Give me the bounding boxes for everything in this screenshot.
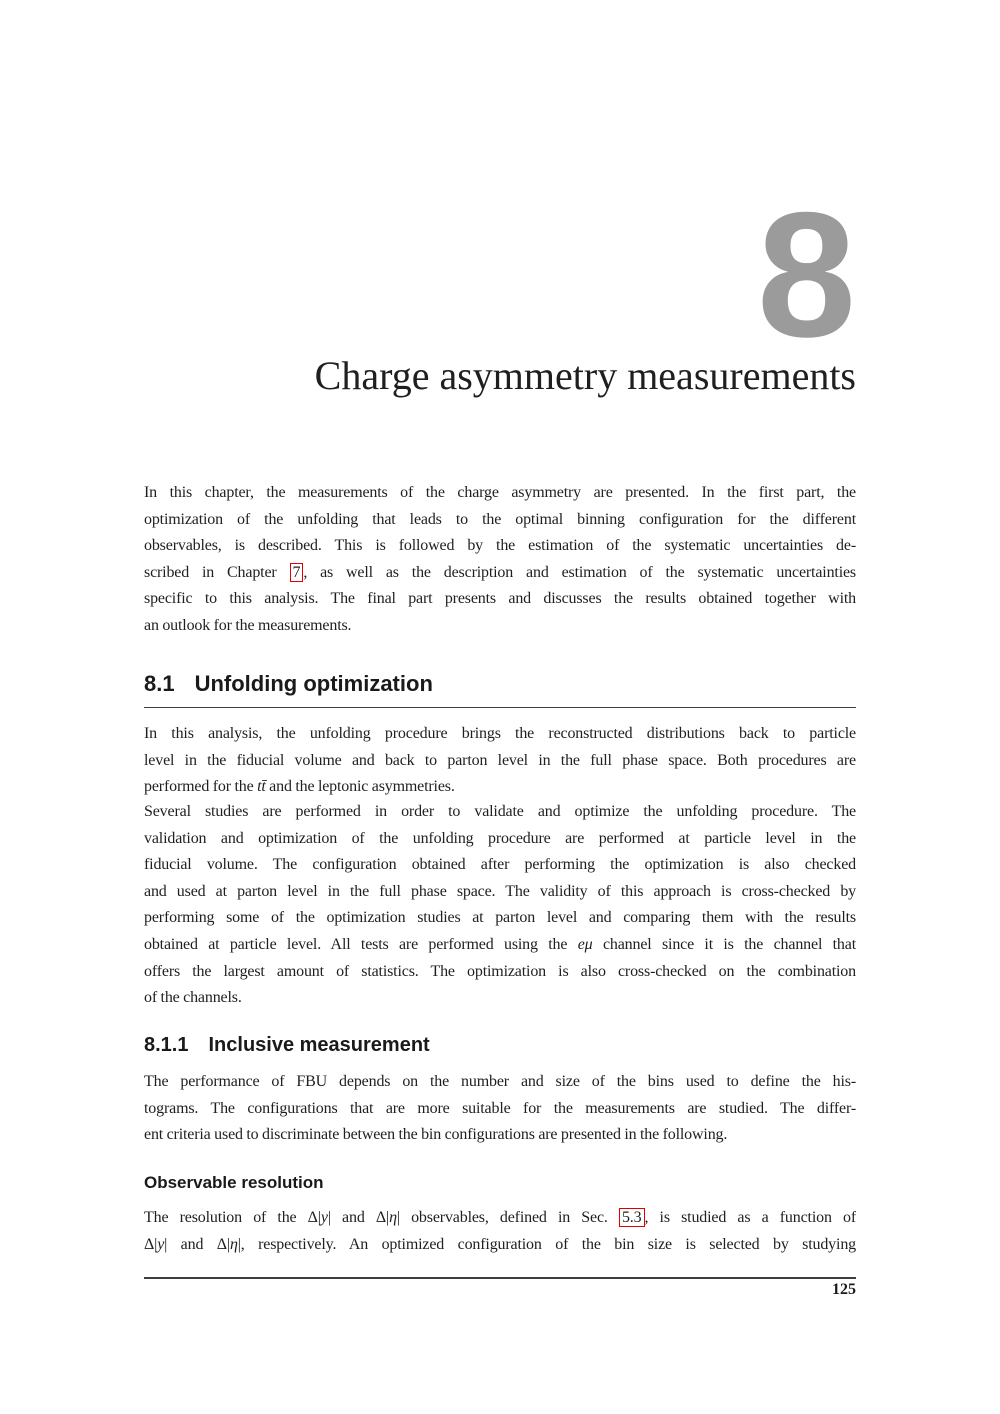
text-segment: offers the largest amount of statistics. The optimization is also cross-checked on the combination (144, 962, 856, 980)
paragraph-unfolding-2 (144, 799, 856, 1012)
text-segment: of the channels. (144, 989, 242, 1007)
text-segment: observables, is described. This is followed by the estimation of the systematic uncertainties de- (144, 537, 856, 555)
text-segment: Several studies are performed in order to validate and optimize the unfolding procedure. The (144, 803, 856, 820)
text-line (144, 721, 856, 748)
paragraph-observable-resolution (144, 1205, 856, 1258)
text-segment: Δ| (144, 1235, 158, 1253)
text-segment: optimization of the unfolding that leads to the optimal binning configuration for the different (144, 510, 856, 528)
text-segment: level in the fiducial volume and back to parton level in the full phase space. Both procedures are (144, 751, 856, 769)
chapter-title: Charge asymmetry measurements (314, 353, 856, 398)
text-segment: | and Δ| (327, 1209, 390, 1226)
text-segment: The resolution of the Δ| (144, 1209, 321, 1226)
paragraph-chapter-intro (144, 480, 856, 640)
text-line (144, 613, 856, 640)
subsection-number: 8.1.1 (144, 1034, 189, 1056)
text-line (144, 748, 856, 775)
text-line (144, 560, 856, 587)
text-line (144, 826, 856, 853)
text-segment: eμ (577, 935, 593, 953)
text-segment: fiducial volume. The configuration obtained after performing the optimization is also checked (144, 856, 856, 874)
text-line (144, 507, 856, 534)
text-segment: performed for the (144, 778, 258, 796)
text-line (144, 1205, 856, 1232)
text-line (144, 799, 856, 826)
text-segment: channel since it is the channel that (592, 935, 856, 953)
text-line (144, 774, 856, 801)
text-line (144, 932, 856, 959)
text-segment: , is studied as a function of (644, 1209, 856, 1226)
paragraph-inclusive (144, 1069, 856, 1149)
text-segment: and used at parton level in the full phase space. The validity of this approach is cross-checked by (144, 882, 856, 900)
text-line (144, 985, 856, 1012)
text-line (144, 1069, 856, 1096)
text-segment: , as well as the description and estimation of the systematic uncertainties (303, 563, 856, 581)
text-segment: obtained at particle level. All tests are performed using the (144, 935, 578, 953)
text-segment: η (389, 1209, 397, 1226)
text-line (144, 1232, 856, 1259)
text-line (144, 905, 856, 932)
section-number: 8.1 (144, 671, 175, 696)
text-line (144, 533, 856, 560)
subsection-title: Inclusive measurement (208, 1034, 430, 1056)
text-line (144, 959, 856, 986)
text-segment: ent criteria used to discriminate between the bin configurations are presented in the following. (144, 1126, 728, 1144)
paragraph-heading-title: Observable resolution (144, 1173, 324, 1192)
text-segment: tt̄ (257, 778, 266, 796)
text-segment: an outlook for the measurements. (144, 616, 352, 634)
text-segment: validation and optimization of the unfolding procedure are performed at particle level in the (144, 829, 856, 847)
text-segment: and the leptonic asymmetries. (265, 778, 455, 796)
text-segment: specific to this analysis. The final part presents and discusses the results obtained together with (144, 590, 856, 608)
text-line (144, 480, 856, 507)
text-segment: performing some of the optimization studies at parton level and comparing them with the results (144, 909, 856, 927)
page-number: 125 (832, 1281, 856, 1298)
text-segment: | and Δ| (164, 1235, 230, 1253)
ref-link[interactable]: 5.3 (619, 1208, 645, 1227)
text-line (144, 852, 856, 879)
text-segment: η (229, 1235, 238, 1253)
text-segment: |, respectively. An optimized configuration of the bin size is selected by studying (237, 1235, 856, 1253)
text-segment: In this chapter, the measurements of the charge asymmetry are presented. In the first part, the (144, 484, 856, 501)
text-segment: y (320, 1209, 328, 1226)
text-segment: | observables, defined in Sec. (396, 1209, 619, 1226)
section-title: Unfolding optimization (194, 671, 433, 696)
text-segment: In this analysis, the unfolding procedure brings the reconstructed distributions back to particle (144, 725, 856, 742)
paragraph-heading-observable-resolution (144, 1172, 856, 1194)
ref-link[interactable]: 7 (290, 563, 304, 582)
paragraph-unfolding-1 (144, 721, 856, 801)
section-heading-8-1 (144, 669, 856, 708)
text-line (144, 1122, 856, 1149)
text-segment: tograms. The configurations that are more suitable for the measurements are studied. The differ- (144, 1099, 856, 1117)
text-segment: scribed in Chapter (144, 563, 290, 581)
chapter-number: 8 (757, 175, 856, 374)
text-segment: The performance of FBU depends on the number and size of the bins used to define the his- (144, 1073, 856, 1090)
text-segment: y (157, 1235, 165, 1253)
text-line (144, 586, 856, 613)
footer-rule (144, 1277, 856, 1279)
text-line (144, 1096, 856, 1123)
subsection-heading-8-1-1 (144, 1032, 856, 1058)
text-line (144, 879, 856, 906)
